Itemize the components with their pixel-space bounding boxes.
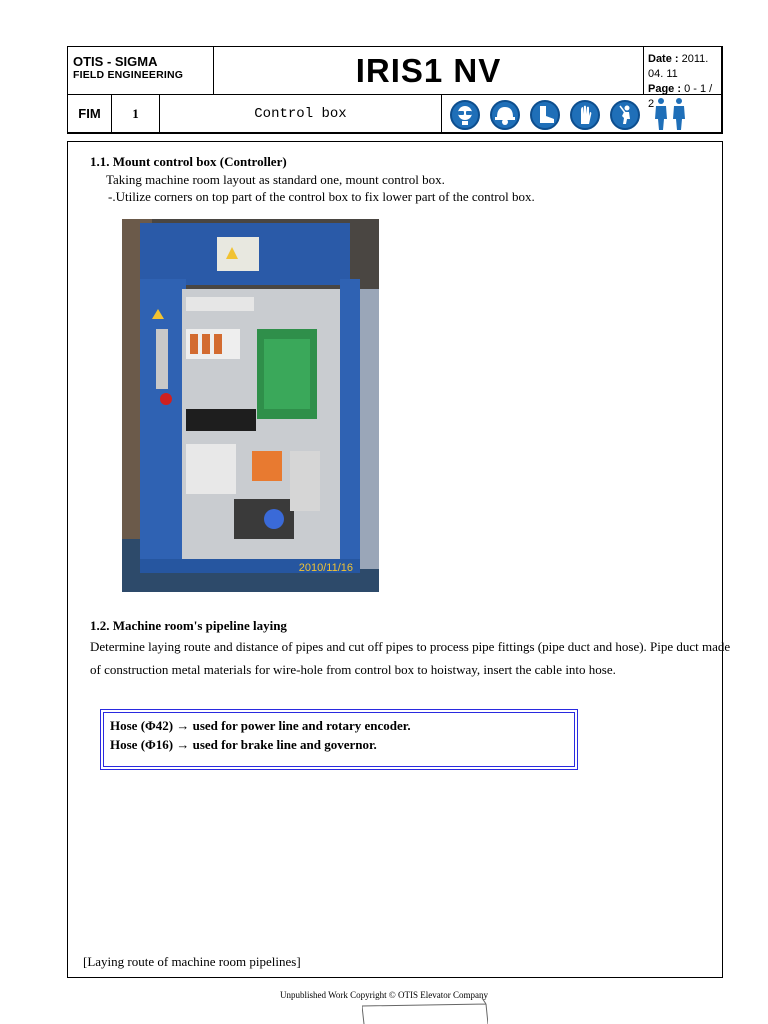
section-1-line-2: -.Utilize corners on top part of the control box to fix lower part of the control box. <box>108 189 535 204</box>
safety-icons-bar <box>442 95 722 133</box>
section-1-heading: 1.1. Mount control box (Controller) <box>90 154 287 169</box>
safety-glasses-icon <box>450 100 480 130</box>
safety-boots-icon <box>530 100 560 130</box>
page-label: Page : <box>648 83 682 95</box>
document-title-cell <box>214 47 644 95</box>
section-2-paragraph: Determine laying route and distance of pipes and cut off pipes to process pipe fittings (pipe duct and hose). Pipe duct made of construction metal materials for wire-hole from control box to hoistway, insert the cable into hose. <box>90 639 731 677</box>
two-person-work-icon <box>650 97 690 131</box>
document-title: IRIS1 NV <box>355 52 502 89</box>
photo-date-stamp: 2010/11/16 <box>298 562 353 574</box>
date-page-cell <box>644 47 722 110</box>
date-label: Date : <box>648 53 679 65</box>
date-value: 2011. 04. 11 <box>648 53 709 80</box>
hose-note-line-1: Hose (Φ42) → used for power line and rotary encoder. <box>110 718 411 733</box>
section-2-heading: 1.2. Machine room's pipeline laying <box>90 618 287 633</box>
section-1-line-1: Taking machine room layout as standard one, mount control box. <box>106 172 445 187</box>
document-header <box>67 46 723 134</box>
hose-note-box <box>100 709 578 770</box>
page-value: 0 - 1 / 2 <box>648 83 713 110</box>
fim-number: 1 <box>112 95 160 133</box>
section-title: Control box <box>160 95 442 133</box>
org-department: FIELD ENGINEERING <box>73 69 184 81</box>
org-name: OTIS - SIGMA <box>73 54 158 69</box>
organization-cell <box>68 47 214 95</box>
hose-note-line-2: Hose (Φ16) → used for brake line and governor. <box>110 737 377 752</box>
control-box-photo <box>122 219 379 592</box>
hard-hat-icon <box>490 100 520 130</box>
fall-harness-icon <box>610 100 640 130</box>
fim-label: FIM <box>68 95 112 133</box>
gloves-icon <box>570 100 600 130</box>
footer-box-outline <box>362 998 488 1024</box>
figure-caption: [Laying route of machine room pipelines] <box>83 954 301 969</box>
copyright-footer: Unpublished Work Copyright © OTIS Elevator Company <box>280 990 488 1000</box>
